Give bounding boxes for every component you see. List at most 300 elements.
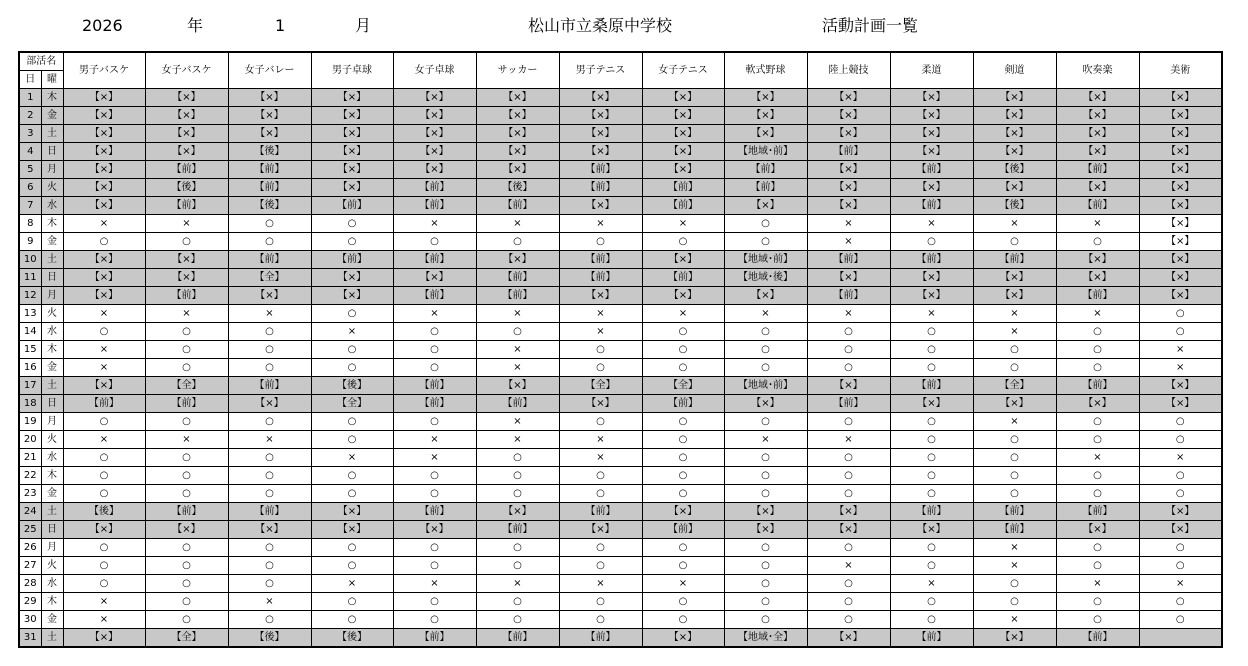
day-number-cell: 11 (19, 269, 41, 287)
schedule-cell: 【×】 (393, 89, 476, 107)
day-number-cell: 14 (19, 323, 41, 341)
day-row (19, 557, 1222, 575)
schedule-cell: ○ (973, 593, 1056, 611)
schedule-cell: 【前】 (1056, 197, 1139, 215)
schedule-cell: 【×】 (476, 125, 559, 143)
schedule-cell: 【前】 (1056, 503, 1139, 521)
schedule-cell: × (559, 575, 642, 593)
schedule-cell: ○ (724, 359, 807, 377)
schedule-cell: ○ (642, 323, 724, 341)
schedule-cell: 【×】 (145, 521, 228, 539)
schedule-cell: ○ (1056, 485, 1139, 503)
weekday-cell: 木 (41, 467, 63, 485)
schedule-cell: 【全】 (228, 269, 311, 287)
weekday-cell: 月 (41, 413, 63, 431)
schedule-cell: 【全】 (145, 377, 228, 395)
schedule-cell: 【前】 (476, 521, 559, 539)
day-row (19, 197, 1222, 215)
schedule-cell: × (807, 431, 890, 449)
schedule-cell: 【×】 (393, 143, 476, 161)
schedule-cell: 【×】 (890, 179, 973, 197)
schedule-cell: 【前】 (1056, 629, 1139, 648)
schedule-cell: 【×】 (807, 377, 890, 395)
schedule-cell: 【前】 (807, 395, 890, 413)
schedule-cell: 【×】 (642, 251, 724, 269)
schedule-cell: ○ (476, 233, 559, 251)
schedule-cell: 【×】 (1139, 107, 1222, 125)
schedule-cell: ○ (393, 233, 476, 251)
schedule-cell: 【×】 (724, 197, 807, 215)
schedule-cell: ○ (228, 485, 311, 503)
day-number-cell: 5 (19, 161, 41, 179)
schedule-cell: 【×】 (63, 125, 145, 143)
schedule-cell: 【前】 (393, 629, 476, 648)
schedule-cell: ○ (642, 431, 724, 449)
schedule-cell: × (890, 215, 973, 233)
schedule-cell: 【×】 (642, 629, 724, 648)
day-row (19, 287, 1222, 305)
schedule-cell: × (642, 575, 724, 593)
day-row (19, 539, 1222, 557)
schedule-cell: ○ (973, 233, 1056, 251)
document-title: 活動計画一覧 (822, 16, 919, 35)
day-row (19, 485, 1222, 503)
schedule-cell: ○ (642, 233, 724, 251)
schedule-cell: 【前】 (890, 503, 973, 521)
schedule-cell: ○ (559, 539, 642, 557)
schedule-cell: ○ (228, 575, 311, 593)
schedule-cell: 【×】 (559, 125, 642, 143)
schedule-cell: 【×】 (228, 125, 311, 143)
schedule-cell: 【×】 (311, 125, 393, 143)
schedule-cell: ○ (642, 449, 724, 467)
schedule-cell: 【×】 (63, 269, 145, 287)
schedule-cell: ○ (642, 611, 724, 629)
schedule-cell: × (973, 413, 1056, 431)
weekday-cell: 火 (41, 557, 63, 575)
schedule-cell: × (393, 215, 476, 233)
day-row (19, 251, 1222, 269)
schedule-cell: ○ (1056, 593, 1139, 611)
club-header: 柔道 (890, 52, 973, 89)
schedule-cell: ○ (807, 539, 890, 557)
schedule-cell: 【前】 (228, 161, 311, 179)
schedule-cell: 【前】 (145, 503, 228, 521)
day-row (19, 143, 1222, 161)
schedule-cell: 【×】 (807, 503, 890, 521)
schedule-cell: 【×】 (1139, 503, 1222, 521)
schedule-cell: 【前】 (228, 377, 311, 395)
schedule-cell: × (1139, 359, 1222, 377)
schedule-cell: 【×】 (973, 107, 1056, 125)
schedule-cell: 【地域･前】 (724, 143, 807, 161)
schedule-cell: ○ (973, 485, 1056, 503)
day-row (19, 395, 1222, 413)
schedule-cell: ○ (63, 539, 145, 557)
club-name-corner-label: 部活名 (19, 52, 63, 71)
schedule-cell: ○ (642, 359, 724, 377)
schedule-cell: ○ (890, 485, 973, 503)
schedule-cell: 【×】 (1139, 251, 1222, 269)
schedule-cell: 【前】 (559, 269, 642, 287)
schedule-cell: 【×】 (1056, 143, 1139, 161)
weekday-cell: 日 (41, 521, 63, 539)
schedule-cell: ○ (228, 323, 311, 341)
schedule-cell: 【×】 (1139, 215, 1222, 233)
schedule-cell: 【×】 (1056, 107, 1139, 125)
day-number-cell: 17 (19, 377, 41, 395)
schedule-cell: ○ (63, 467, 145, 485)
schedule-cell: × (807, 215, 890, 233)
schedule-cell: × (559, 323, 642, 341)
club-header: 軟式野球 (724, 52, 807, 89)
schedule-cell: ○ (1139, 539, 1222, 557)
schedule-cell: 【全】 (973, 377, 1056, 395)
day-row (19, 125, 1222, 143)
schedule-cell: ○ (311, 611, 393, 629)
schedule-cell: 【前】 (973, 521, 1056, 539)
schedule-cell: ○ (228, 359, 311, 377)
schedule-cell: 【前】 (145, 161, 228, 179)
schedule-cell: 【×】 (890, 521, 973, 539)
schedule-cell: 【×】 (311, 179, 393, 197)
weekday-cell: 木 (41, 215, 63, 233)
schedule-cell: × (973, 611, 1056, 629)
schedule-cell: 【×】 (63, 161, 145, 179)
schedule-cell: ○ (724, 485, 807, 503)
month-value: 1 (275, 16, 286, 35)
club-header: 男子バスケ (63, 52, 145, 89)
schedule-cell: 【後】 (973, 161, 1056, 179)
day-number-cell: 10 (19, 251, 41, 269)
day-row (19, 341, 1222, 359)
day-row (19, 359, 1222, 377)
year-unit-label: 年 (187, 16, 204, 35)
schedule-cell: 【×】 (973, 143, 1056, 161)
schedule-cell: 【×】 (63, 377, 145, 395)
schedule-cell: ○ (1139, 305, 1222, 323)
schedule-cell: ○ (890, 449, 973, 467)
schedule-cell: ○ (476, 323, 559, 341)
schedule-cell: 【前】 (559, 251, 642, 269)
schedule-cell: ○ (724, 215, 807, 233)
schedule-cell: × (63, 593, 145, 611)
schedule-cell: 【前】 (476, 269, 559, 287)
schedule-cell: 【前】 (228, 503, 311, 521)
schedule-cell: 【前】 (973, 251, 1056, 269)
day-row (19, 107, 1222, 125)
day-number-cell: 30 (19, 611, 41, 629)
schedule-cell: × (1139, 341, 1222, 359)
schedule-cell: × (1056, 449, 1139, 467)
schedule-cell: ○ (393, 323, 476, 341)
schedule-cell: 【×】 (311, 107, 393, 125)
schedule-cell: 【前】 (890, 161, 973, 179)
schedule-cell: ○ (724, 467, 807, 485)
schedule-cell: ○ (393, 557, 476, 575)
schedule-cell: 【×】 (807, 89, 890, 107)
schedule-cell: ○ (393, 485, 476, 503)
schedule-cell: 【×】 (145, 125, 228, 143)
day-number-cell: 31 (19, 629, 41, 648)
schedule-cell: ○ (1056, 359, 1139, 377)
schedule-cell: 【×】 (890, 143, 973, 161)
schedule-cell: ○ (311, 557, 393, 575)
schedule-cell: × (973, 539, 1056, 557)
schedule-cell: 【×】 (145, 89, 228, 107)
schedule-cell: 【×】 (724, 395, 807, 413)
schedule-cell: ○ (63, 323, 145, 341)
schedule-cell: ○ (890, 593, 973, 611)
schedule-cell: 【×】 (476, 161, 559, 179)
schedule-cell: 【×】 (890, 89, 973, 107)
schedule-cell: 【後】 (311, 377, 393, 395)
schedule-cell: ○ (228, 413, 311, 431)
schedule-cell: 【×】 (1056, 521, 1139, 539)
schedule-cell: ○ (724, 611, 807, 629)
schedule-cell: × (63, 611, 145, 629)
schedule-cell: ○ (311, 539, 393, 557)
weekday-cell: 木 (41, 593, 63, 611)
schedule-cell: ○ (476, 611, 559, 629)
schedule-cell: ○ (890, 323, 973, 341)
schedule-cell: 【×】 (1056, 269, 1139, 287)
day-number-cell: 2 (19, 107, 41, 125)
club-header: 男子卓球 (311, 52, 393, 89)
schedule-cell: 【×】 (890, 107, 973, 125)
day-number-cell: 27 (19, 557, 41, 575)
schedule-cell: 【×】 (63, 521, 145, 539)
schedule-cell: 【×】 (228, 287, 311, 305)
schedule-cell: 【前】 (393, 287, 476, 305)
schedule-cell: ○ (559, 557, 642, 575)
schedule-cell: 【×】 (724, 89, 807, 107)
schedule-cell: 【×】 (63, 197, 145, 215)
schedule-cell: ○ (890, 413, 973, 431)
schedule-cell: 【×】 (559, 107, 642, 125)
schedule-cell: 【前】 (724, 179, 807, 197)
schedule-cell (1139, 629, 1222, 648)
schedule-cell: ○ (228, 467, 311, 485)
day-row (19, 611, 1222, 629)
schedule-cell: × (559, 305, 642, 323)
schedule-cell: × (890, 575, 973, 593)
schedule-cell: ○ (642, 341, 724, 359)
schedule-cell: ○ (559, 485, 642, 503)
schedule-cell: × (559, 215, 642, 233)
schedule-cell: 【×】 (724, 107, 807, 125)
schedule-cell: ○ (145, 611, 228, 629)
schedule-cell: ○ (642, 557, 724, 575)
schedule-cell: 【×】 (807, 161, 890, 179)
schedule-cell: 【×】 (145, 107, 228, 125)
schedule-cell: × (973, 323, 1056, 341)
schedule-cell: 【×】 (1139, 287, 1222, 305)
schedule-cell: × (228, 593, 311, 611)
schedule-cell: ○ (145, 359, 228, 377)
club-header: 陸上競技 (807, 52, 890, 89)
schedule-cell: ○ (890, 539, 973, 557)
day-number-cell: 4 (19, 143, 41, 161)
schedule-cell: × (642, 305, 724, 323)
schedule-cell: ○ (145, 413, 228, 431)
schedule-cell: 【×】 (642, 125, 724, 143)
weekday-cell: 土 (41, 377, 63, 395)
day-row (19, 629, 1222, 648)
schedule-cell: × (63, 215, 145, 233)
schedule-cell: 【×】 (642, 89, 724, 107)
day-row (19, 431, 1222, 449)
schedule-cell: ○ (1056, 611, 1139, 629)
schedule-cell: ○ (1139, 431, 1222, 449)
schedule-cell: ○ (807, 413, 890, 431)
schedule-cell: ○ (476, 539, 559, 557)
schedule-cell: ○ (63, 449, 145, 467)
day-row (19, 233, 1222, 251)
club-header: 女子バレー (228, 52, 311, 89)
schedule-cell: 【前】 (724, 161, 807, 179)
schedule-cell: × (476, 575, 559, 593)
schedule-cell: 【×】 (1139, 377, 1222, 395)
schedule-cell: 【×】 (642, 161, 724, 179)
schedule-cell: ○ (393, 341, 476, 359)
schedule-cell: 【×】 (63, 629, 145, 648)
schedule-cell: 【×】 (890, 287, 973, 305)
schedule-cell: ○ (807, 485, 890, 503)
schedule-cell: 【×】 (1139, 233, 1222, 251)
weekday-column-label: 曜 (41, 71, 63, 89)
schedule-cell: ○ (145, 467, 228, 485)
club-header: サッカー (476, 52, 559, 89)
schedule-cell: ○ (311, 413, 393, 431)
schedule-cell: 【×】 (890, 125, 973, 143)
schedule-cell: 【×】 (311, 143, 393, 161)
day-row (19, 503, 1222, 521)
day-number-cell: 12 (19, 287, 41, 305)
schedule-cell: ○ (807, 467, 890, 485)
schedule-cell: × (311, 575, 393, 593)
schedule-cell: × (559, 449, 642, 467)
weekday-cell: 金 (41, 107, 63, 125)
schedule-cell: 【前】 (228, 179, 311, 197)
schedule-cell: 【前】 (1056, 377, 1139, 395)
schedule-cell: 【前】 (145, 287, 228, 305)
schedule-cell: 【×】 (393, 125, 476, 143)
day-number-cell: 18 (19, 395, 41, 413)
schedule-cell: × (476, 341, 559, 359)
schedule-cell: 【×】 (145, 143, 228, 161)
schedule-cell: 【×】 (559, 395, 642, 413)
schedule-cell: 【後】 (63, 503, 145, 521)
schedule-cell: ○ (393, 413, 476, 431)
schedule-cell: 【×】 (476, 107, 559, 125)
schedule-cell: × (973, 305, 1056, 323)
schedule-cell: 【×】 (642, 107, 724, 125)
schedule-cell: 【×】 (1056, 89, 1139, 107)
schedule-cell: × (973, 215, 1056, 233)
schedule-cell: 【地域･前】 (724, 251, 807, 269)
schedule-cell: 【×】 (228, 89, 311, 107)
schedule-cell: × (890, 305, 973, 323)
weekday-cell: 金 (41, 233, 63, 251)
schedule-cell: ○ (724, 575, 807, 593)
schedule-cell: 【×】 (973, 179, 1056, 197)
schedule-cell: ○ (890, 359, 973, 377)
schedule-cell: 【×】 (311, 269, 393, 287)
schedule-cell: × (63, 431, 145, 449)
schedule-cell: 【×】 (973, 395, 1056, 413)
schedule-cell: 【×】 (973, 89, 1056, 107)
schedule-cell: ○ (228, 233, 311, 251)
schedule-cell: 【×】 (973, 629, 1056, 648)
schedule-cell: ○ (311, 431, 393, 449)
schedule-cell: 【×】 (1139, 143, 1222, 161)
schedule-cell: 【×】 (393, 521, 476, 539)
schedule-cell: ○ (1139, 557, 1222, 575)
schedule-cell: 【前】 (642, 179, 724, 197)
schedule-cell: ○ (228, 215, 311, 233)
schedule-cell: ○ (559, 611, 642, 629)
schedule-cell: 【×】 (476, 89, 559, 107)
schedule-cell: × (476, 359, 559, 377)
schedule-cell: 【×】 (1056, 125, 1139, 143)
schedule-cell: × (63, 341, 145, 359)
schedule-cell: × (807, 305, 890, 323)
schedule-cell: × (145, 215, 228, 233)
schedule-cell: ○ (145, 485, 228, 503)
weekday-cell: 金 (41, 485, 63, 503)
schedule-cell: 【前】 (559, 629, 642, 648)
schedule-cell: 【前】 (476, 287, 559, 305)
schedule-cell: 【後】 (973, 197, 1056, 215)
weekday-cell: 土 (41, 125, 63, 143)
schedule-cell: 【×】 (1056, 179, 1139, 197)
schedule-cell: ○ (1056, 539, 1139, 557)
schedule-cell: 【×】 (1056, 251, 1139, 269)
schedule-cell: 【×】 (228, 107, 311, 125)
schedule-cell: ○ (1139, 323, 1222, 341)
schedule-cell: × (724, 305, 807, 323)
header-row-top (19, 52, 1222, 71)
schedule-cell: × (1139, 449, 1222, 467)
schedule-cell: 【×】 (724, 503, 807, 521)
schedule-cell: ○ (559, 233, 642, 251)
schedule-cell: 【地域･全】 (724, 629, 807, 648)
schedule-cell: 【×】 (559, 197, 642, 215)
weekday-cell: 水 (41, 575, 63, 593)
schedule-cell: ○ (393, 611, 476, 629)
day-row (19, 467, 1222, 485)
schedule-cell: ○ (145, 593, 228, 611)
weekday-cell: 木 (41, 89, 63, 107)
schedule-cell: 【×】 (476, 377, 559, 395)
schedule-cell: × (228, 431, 311, 449)
schedule-cell: ○ (63, 557, 145, 575)
schedule-cell: 【前】 (642, 395, 724, 413)
schedule-cell: 【×】 (559, 287, 642, 305)
schedule-cell: ○ (1056, 233, 1139, 251)
weekday-cell: 日 (41, 269, 63, 287)
day-number-cell: 6 (19, 179, 41, 197)
schedule-cell: 【前】 (476, 197, 559, 215)
day-row (19, 521, 1222, 539)
schedule-cell: 【×】 (1139, 161, 1222, 179)
schedule-cell: ○ (559, 413, 642, 431)
day-number-cell: 20 (19, 431, 41, 449)
schedule-cell: ○ (1056, 413, 1139, 431)
schedule-cell: 【前】 (642, 197, 724, 215)
schedule-cell: ○ (724, 449, 807, 467)
